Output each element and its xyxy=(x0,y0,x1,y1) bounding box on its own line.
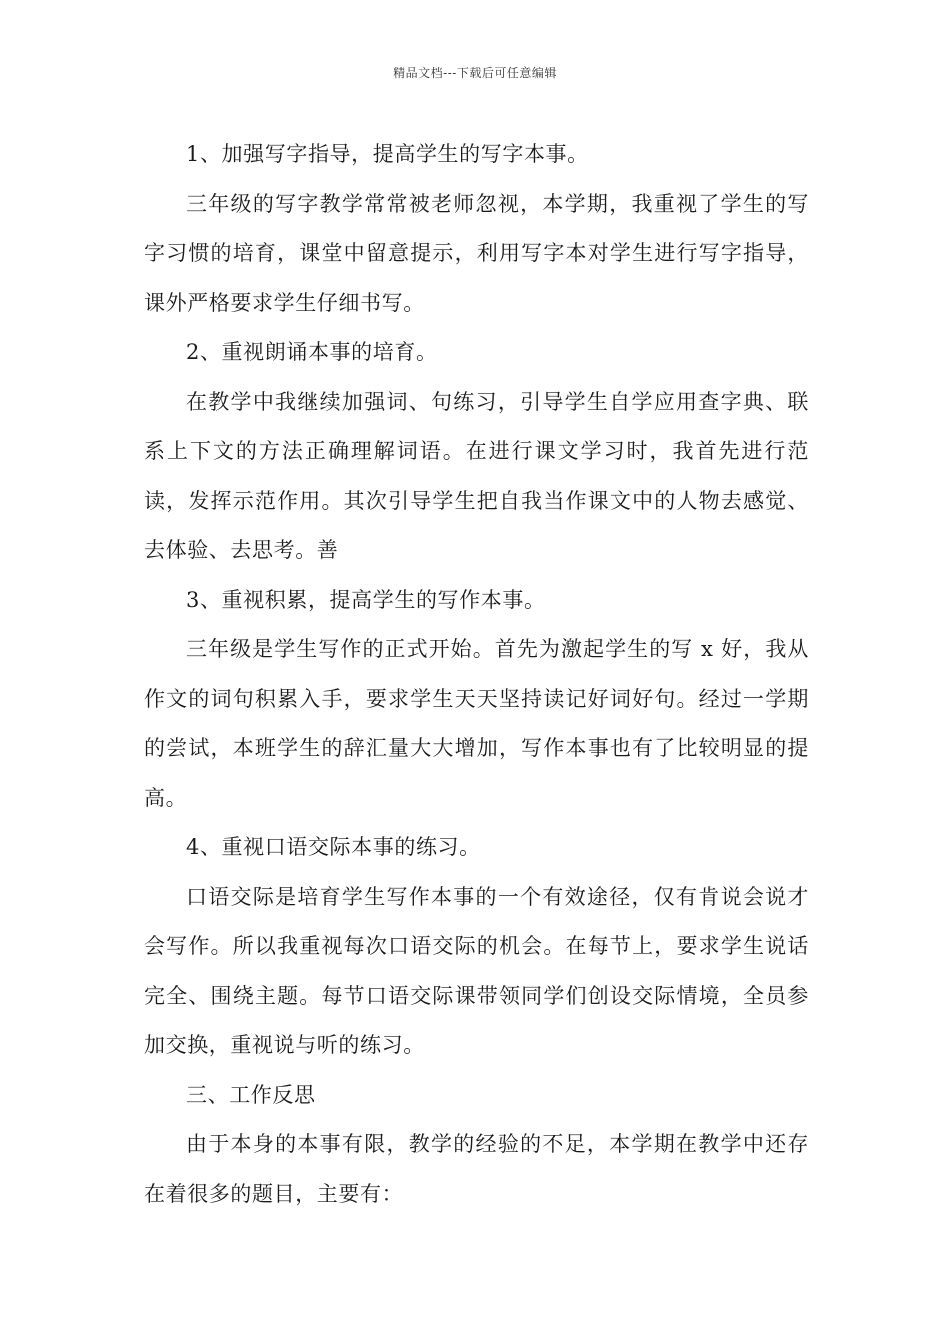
page-header: 精品文档---下载后可任意编辑 xyxy=(393,66,557,80)
heading-work-reflection: 三、工作反思 xyxy=(186,1082,316,1107)
paragraph-accumulation: 三年级是学生写作的正式开始。首先为激起学生的写 x 好，我从作文的词句积累入手，要求学生天天坚持读记好词好句。经过一学期的尝试，本班学生的辞汇量大大增加，写作本事也有了比较明显的提高。 xyxy=(144,637,809,810)
heading-writing-guidance: 1、加强写字指导，提高学生的写字本事。 xyxy=(186,142,589,166)
paragraph-work-reflection: 由于本身的本事有限，教学的经验的不足，本学期在教学中还存在着很多的题目，主要有： xyxy=(144,1132,809,1206)
paragraph-reading-ability: 在教学中我继续加强词、句练习，引导学生自学应用查字典、联系上下文的方法正确理解词语。在进行课文学习时，我首先进行范读，发挥示范作用。其次引导学生把自我当作课文中的人物去感觉、去体验、去思考。善 xyxy=(144,389,809,562)
heading-oral-communication: 4、重视口语交际本事的练习。 xyxy=(186,835,481,859)
paragraph-oral-communication: 口语交际是培育学生写作本事的一个有效途径，仅有肯说会说才会写作。所以我重视每次口语交际的机会。在每节上，要求学生说话完全、围绕主题。每节口语交际课带领同学们创设交际情境，全员参加交换，重视说与听的练习。 xyxy=(144,884,809,1057)
heading-reading-ability: 2、重视朗诵本事的培育。 xyxy=(186,340,438,364)
heading-accumulation: 3、重视积累，提高学生的写作本事。 xyxy=(186,587,546,612)
paragraph-writing-guidance: 三年级的写字教学常常被老师忽视，本学期，我重视了学生的写字习惯的培育，课堂中留意提示，利用写字本对学生进行写字指导，课外严格要求学生仔细书写。 xyxy=(144,191,809,315)
document-body xyxy=(144,130,809,1219)
